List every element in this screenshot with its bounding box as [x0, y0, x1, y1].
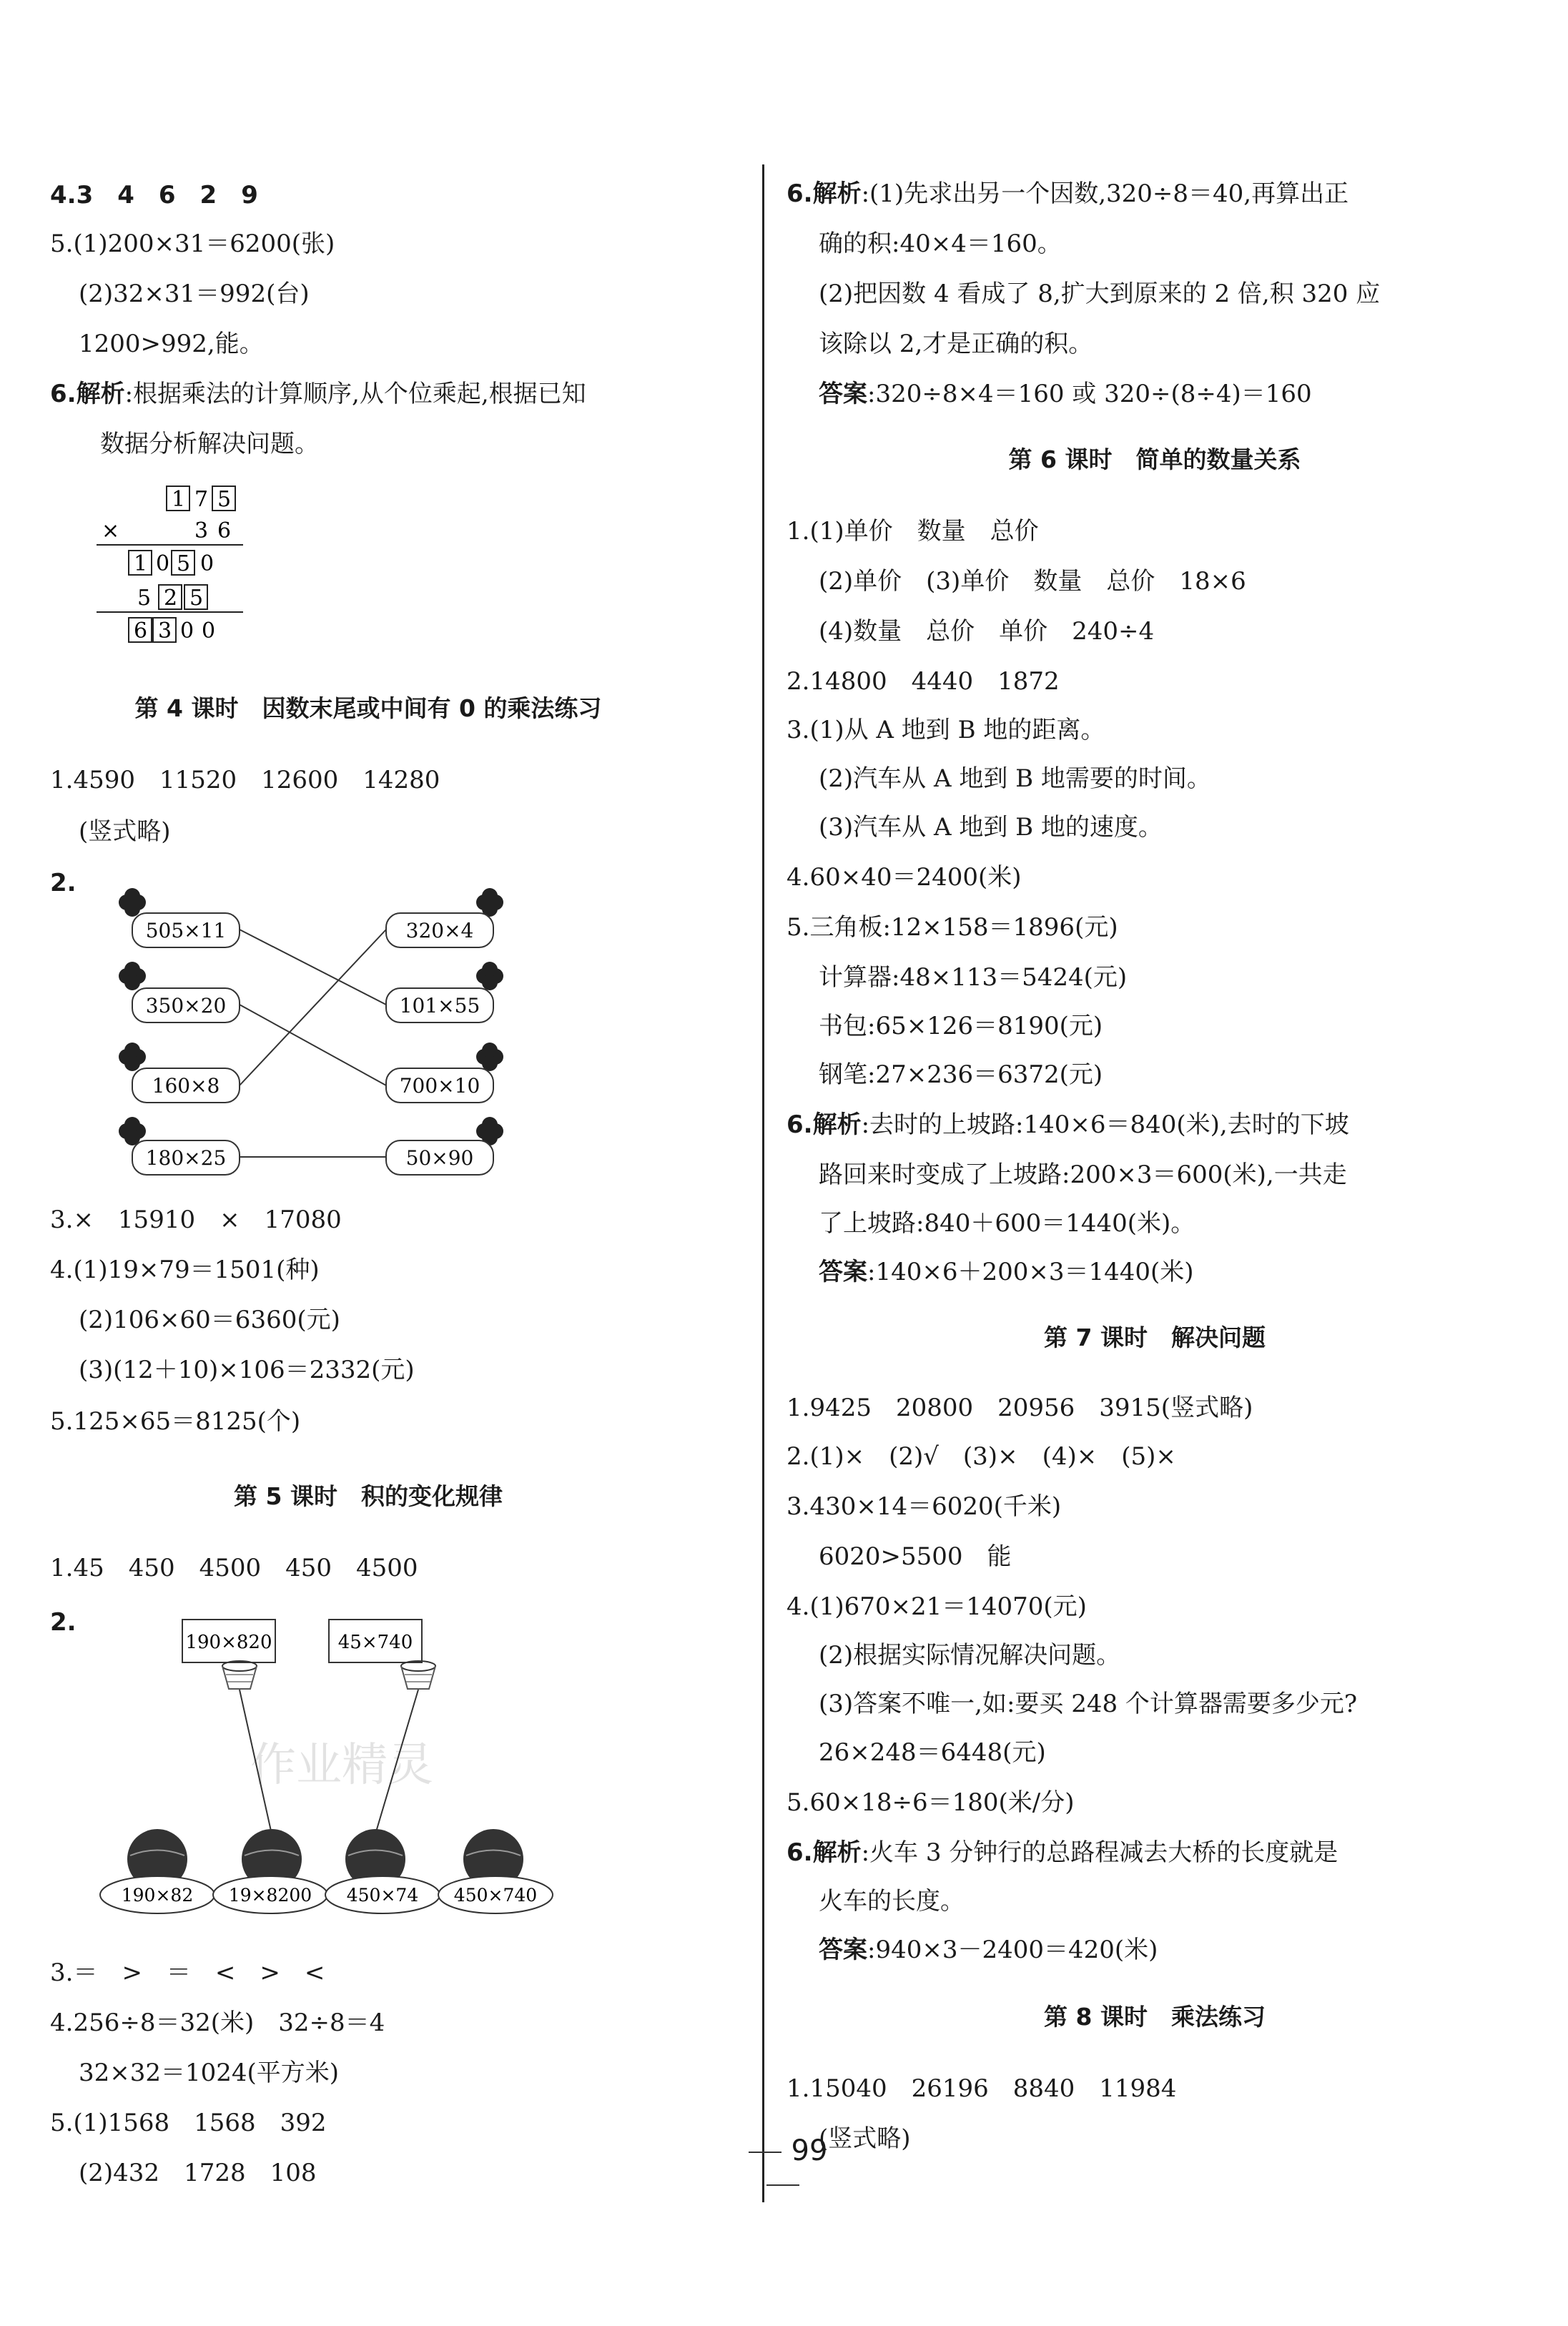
answer-line: 4.3 4 6 2 9 [50, 181, 258, 210]
answer-line: 32×32＝1024(平方米) [79, 2059, 340, 2087]
answer-line: (2)汽车从 A 地到 B 地需要的时间。 [819, 764, 1211, 793]
answer-line: 3.(1)从 A 地到 B 地的距离。 [787, 716, 1105, 744]
ball-label: 450×74 [346, 1885, 419, 1906]
digit: 3 [194, 518, 209, 543]
digit: 7 [194, 487, 209, 512]
match-left-item: 505×11 [145, 919, 227, 942]
hoops-diagram [93, 1609, 558, 1931]
answer-line: (2)根据实际情况解决问题。 [819, 1641, 1121, 1670]
matching-diagram [100, 872, 529, 1194]
answer-line: 1200>992,能。 [79, 330, 264, 358]
digit: 1 [134, 551, 148, 576]
answer-line: (3)(12＋10)×106＝2332(元) [79, 1356, 415, 1384]
answer-line: 6.解析:火车 3 分钟行的总路程减去大桥的长度就是 [787, 1838, 1338, 1867]
match-right-item: 50×90 [405, 1146, 474, 1170]
answer-line: (竖式略) [819, 2124, 911, 2153]
answer-line: 答案:140×6＋200×3＝1440(米) [819, 1258, 1194, 1286]
answer-line: 4.(1)670×21＝14070(元) [787, 1592, 1087, 1621]
answer-line: 6.解析:根据乘法的计算顺序,从个位乘起,根据已知 [50, 380, 586, 408]
answer-line: 1.45 450 4500 450 4500 [50, 1554, 418, 1582]
answer-line: 书包:65×126＝8190(元) [819, 1012, 1103, 1040]
answer-line: 路回来时变成了上坡路:200×3＝600(米),一共走 [819, 1160, 1347, 1189]
answer-line: 2. [50, 1608, 77, 1637]
answer-line: 5.60×18÷6＝180(米/分) [787, 1788, 1075, 1817]
match-right-item: 700×10 [399, 1074, 480, 1098]
answer-line: 2.(1)× (2)√ (3)× (4)× (5)× [787, 1442, 1176, 1471]
section-title: 第 7 课时 解决问题 [1044, 1324, 1266, 1351]
hoop-label: 45×740 [337, 1632, 413, 1653]
answer-line: 答案:320÷8×4＝160 或 320÷(8÷4)＝160 [819, 380, 1312, 408]
digit: 6 [134, 619, 148, 644]
answer-line: 钢笔:27×236＝6372(元) [819, 1060, 1103, 1089]
answer-line: (2)把因数 4 看成了 8,扩大到原来的 2 倍,积 320 应 [819, 280, 1381, 308]
answer-line: 5.(1)1568 1568 392 [50, 2109, 327, 2137]
match-left-item: 180×25 [145, 1146, 227, 1170]
answer-line: 数据分析解决问题。 [100, 430, 319, 458]
answer-line: 6.解析:(1)先求出另一个因数,320÷8＝40,再算出正 [787, 179, 1349, 208]
answer-line: 5.三角板:12×158＝1896(元) [787, 913, 1118, 942]
answer-line: 2. [50, 869, 77, 897]
digit: 0 [202, 619, 216, 644]
digit: 0 [180, 619, 194, 644]
answer-line: (2)432 1728 108 [79, 2159, 317, 2187]
answer-line: 3.＝ > ＝ < > < [50, 1958, 325, 1987]
page-number: 99 [715, 2134, 851, 2200]
match-left-item: 160×8 [152, 1074, 220, 1098]
answer-line: (3)答案不唯一,如:要买 248 个计算器需要多少元? [819, 1690, 1358, 1718]
answer-line: 答案:940×3－2400＝420(米) [819, 1936, 1158, 1964]
answer-line: (2)106×60＝6360(元) [79, 1306, 340, 1334]
answer-line: 26×248＝6448(元) [819, 1738, 1046, 1767]
answer-line: 火车的长度。 [819, 1887, 965, 1916]
digit: 5 [217, 487, 232, 512]
answer-line: 1.9425 20800 20956 3915(竖式略) [787, 1394, 1253, 1422]
answer-line: 1.(1)单价 数量 总价 [787, 517, 1039, 546]
vertical-multiplication [93, 479, 265, 658]
answer-line: 4.60×40＝2400(米) [787, 863, 1022, 892]
answer-line: (2)32×31＝992(台) [79, 280, 310, 308]
answer-line: 1.15040 26196 8840 11984 [787, 2074, 1177, 2103]
digit: 2 [164, 586, 178, 611]
digit: 1 [172, 487, 186, 512]
answer-line: 确的积:40×4＝160。 [819, 230, 1062, 258]
hoop-label: 190×820 [185, 1632, 272, 1653]
answer-line: 3.430×14＝6020(千米) [787, 1492, 1062, 1521]
match-right-item: 320×4 [405, 919, 474, 942]
answer-line: 5.(1)200×31＝6200(张) [50, 230, 335, 258]
digit: 6 [217, 518, 232, 543]
answer-line: 4.256÷8＝32(米) 32÷8＝4 [50, 2009, 385, 2037]
answer-line: 2.14800 4440 1872 [787, 667, 1060, 696]
section-title: 第 6 课时 简单的数量关系 [1008, 445, 1301, 473]
answer-line: 1.4590 11520 12600 14280 [50, 766, 440, 794]
answer-line: 6.解析:去时的上坡路:140×6＝840(米),去时的下坡 [787, 1110, 1349, 1139]
answer-line: 该除以 2,才是正确的积。 [819, 330, 1093, 358]
answer-line: 4.(1)19×79＝1501(种) [50, 1256, 320, 1284]
match-left-item: 350×20 [145, 994, 227, 1017]
digit: 5 [137, 586, 152, 611]
match-right-item: 101×55 [399, 994, 480, 1017]
digit: 0 [156, 551, 170, 576]
digit: 5 [189, 586, 204, 611]
ball-label: 190×82 [121, 1885, 194, 1906]
answer-line: (3)汽车从 A 地到 B 地的速度。 [819, 813, 1163, 842]
ball-label: 19×8200 [228, 1885, 312, 1906]
answer-line: (4)数量 总价 单价 240÷4 [819, 617, 1155, 646]
answer-line: 3.× 15910 × 17080 [50, 1206, 342, 1234]
section-title: 第 4 课时 因数末尾或中间有 0 的乘法练习 [134, 694, 602, 722]
answer-line: 5.125×65＝8125(个) [50, 1407, 301, 1436]
times-sign: × [102, 518, 120, 543]
answer-line: (2)单价 (3)单价 数量 总价 18×6 [819, 567, 1246, 596]
digit: 5 [177, 551, 191, 576]
ball-label: 450×740 [453, 1885, 538, 1906]
answer-line: (竖式略) [79, 817, 171, 846]
watermark: 作业精灵 [250, 1739, 433, 1792]
section-title: 第 8 课时 乘法练习 [1044, 2003, 1266, 2031]
digit: 3 [158, 619, 172, 644]
digit: 0 [200, 551, 215, 576]
answer-line: 了上坡路:840＋600＝1440(米)。 [819, 1209, 1195, 1238]
section-title: 第 5 课时 积的变化规律 [234, 1482, 503, 1510]
answer-line: 6020>5500 能 [819, 1542, 1012, 1571]
column-divider [762, 164, 764, 2202]
answer-line: 计算器:48×113＝5424(元) [819, 963, 1128, 992]
